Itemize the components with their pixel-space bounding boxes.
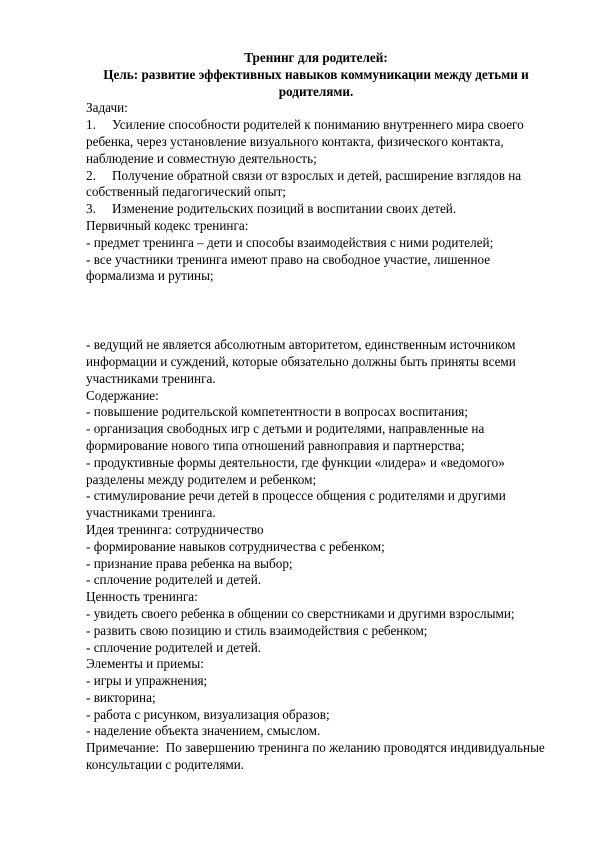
document-goal: Цель: развитие эффективных навыков коммуникации между детьми и родителями. <box>103 66 529 99</box>
task-number: 3. <box>86 201 96 217</box>
content-item: - стимулирование речи детей в процессе общения с родителями и другими участниками тренинга. <box>86 488 506 521</box>
elements-item: - наделение объекта значением, смыслом. <box>86 723 321 739</box>
elements-item: - работа с рисунком, визуализация образов; <box>86 706 330 722</box>
elements-heading: Элементы и приемы: <box>86 656 204 672</box>
code-item: - предмет тренинга – дети и способы взаимодействия с ними родителей; <box>86 234 494 250</box>
value-heading: Ценность тренинга: <box>86 589 198 605</box>
value-item: - сплочение родителей и детей. <box>86 639 262 655</box>
task-number: 1. <box>86 117 96 133</box>
task-text: Изменение родительских позиций в воспитании своих детей. <box>112 201 457 217</box>
task-text: Усиление способности родителей к пониманию внутреннего мира своего ребенка, через установление визуального контакта, физического контакта, наблюдение и совместную деятельность; <box>86 117 524 166</box>
elements-item: - игры и упражнения; <box>86 673 208 689</box>
code-item: - все участники тренинга имеют право на свободное участие, лишенное формализма и рутины; <box>86 251 491 284</box>
elements-item: - викторина; <box>86 689 156 705</box>
value-item: - развить свою позицию и стиль взаимодействия с ребенком; <box>86 622 428 638</box>
task-item <box>86 201 546 218</box>
value-item: - увидеть своего ребенка в общении со сверстниками и другими взрослыми; <box>86 605 515 621</box>
idea-item: - формирование навыков сотрудничества с ребенком; <box>86 538 385 554</box>
content-heading: Содержание: <box>86 387 159 403</box>
content-item: - организация свободных игр с детьми и родителями, направленные на формирование нового типа отношений равноправия и партнерства; <box>86 421 485 453</box>
note-paragraph <box>86 740 546 774</box>
content-item: - повышение родительской компетентности в вопросах воспитания; <box>86 404 468 420</box>
code-item: - ведущий не является абсолютным авторитетом, единственным источником информации и суждений, которые обязательно должны быть приняты всеми участниками тренинга. <box>86 337 516 386</box>
note-text: По завершению тренинга по желанию проводятся индивидуальные консультации с родителями. <box>86 740 545 773</box>
task-item <box>86 168 546 202</box>
task-number: 2. <box>86 167 96 183</box>
blank-gap <box>86 285 546 337</box>
document-title: Тренинг для родителей: <box>244 50 388 65</box>
idea-item: - сплочение родителей и детей. <box>86 572 262 588</box>
note-label: Примечание: <box>86 740 160 756</box>
tasks-heading: Задачи: <box>86 100 128 116</box>
task-item <box>86 117 546 167</box>
idea-heading: Идея тренинга: сотрудничество <box>86 521 264 537</box>
content-item: - продуктивные формы деятельности, где функции «лидера» и «ведомого» разделены между родителем и ребенком; <box>86 454 505 487</box>
code-heading: Первичный кодекс тренинга: <box>86 217 249 233</box>
task-text: Получение обратной связи от взрослых и детей, расширение взглядов на собственный педагогический опыт; <box>86 167 522 200</box>
idea-item: - признание права ребенка на выбор; <box>86 555 293 571</box>
document-page <box>86 50 546 774</box>
